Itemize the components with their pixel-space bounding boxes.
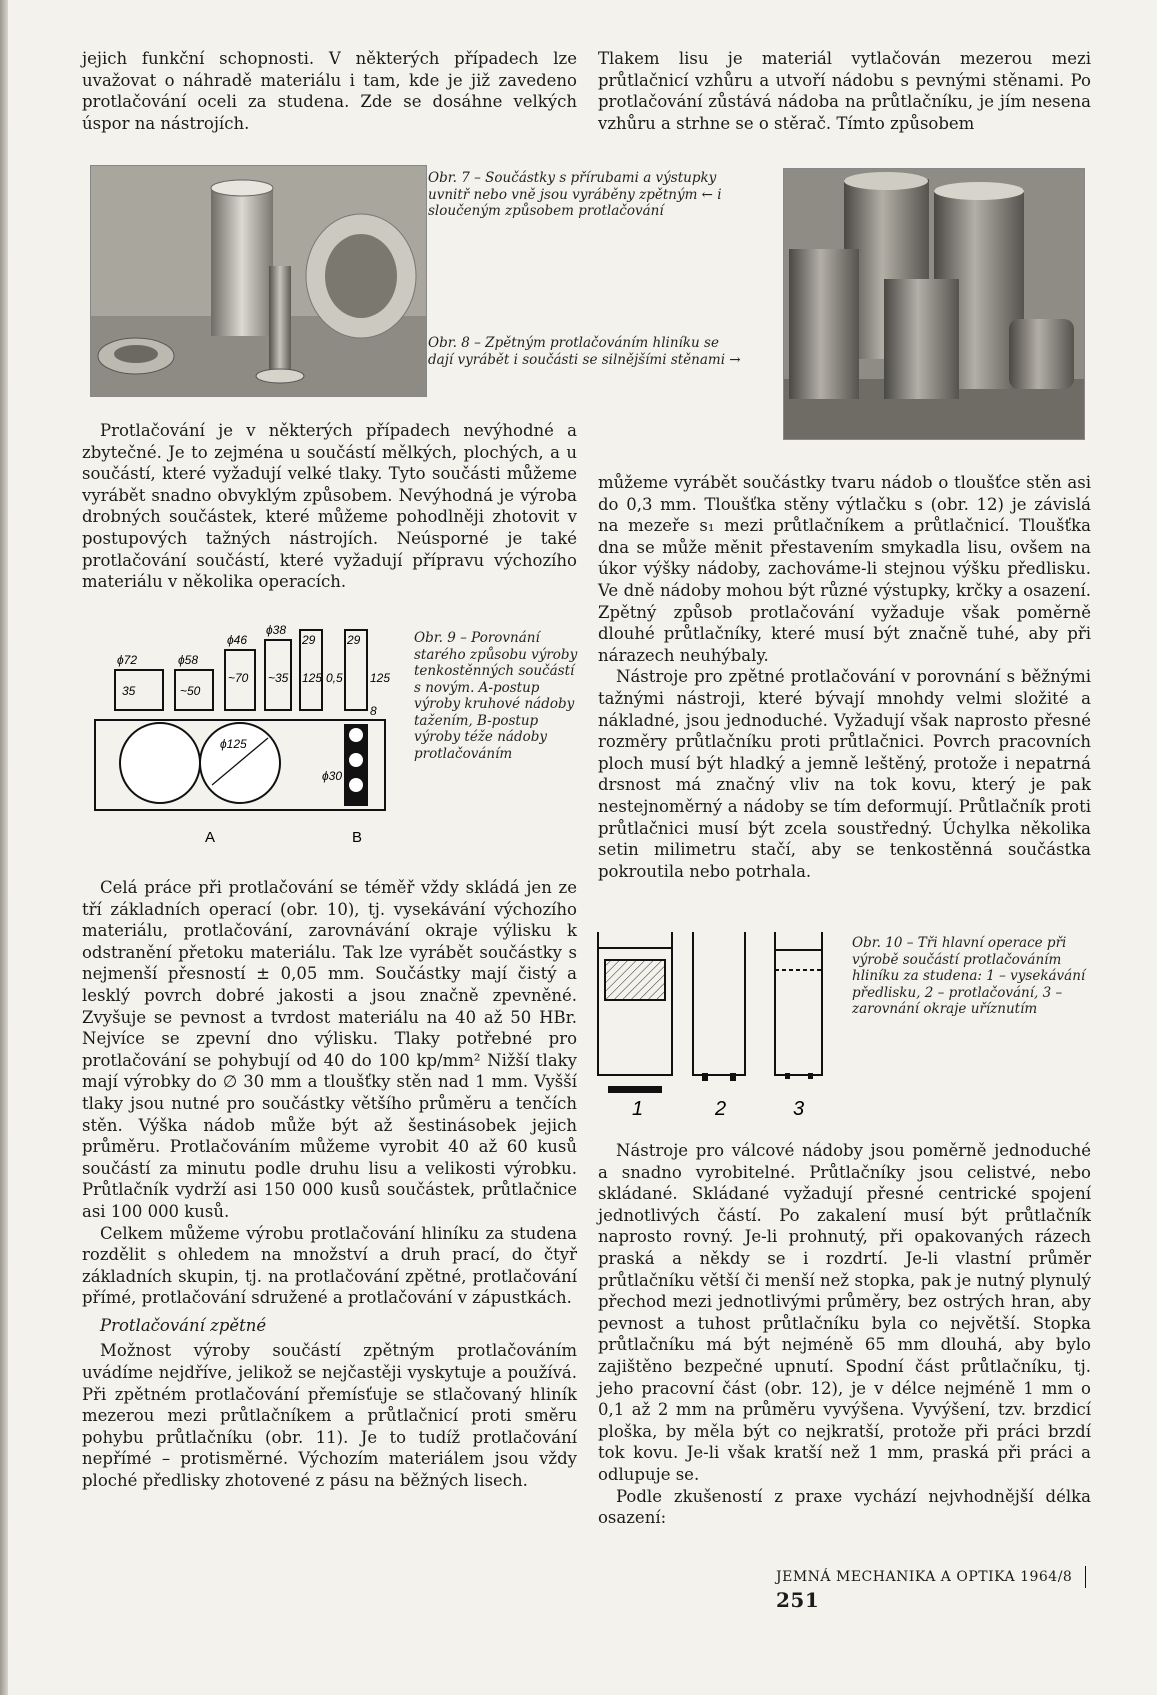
paragraph: Tlakem lisu je materiál vytlačován mezerou mezi průtlačnicí vzhůru a utvoří nádobu s pevnými stěnami. Po protlačování zůstává nádoba na průtlačníku, je jím nesena vzhůru a strhne se o stěrač. Tímto způsobem [598, 49, 1091, 133]
left-column-bottom [82, 877, 577, 1492]
photo-figure-8 [783, 168, 1085, 440]
paragraph: jejich funkční schopnosti. V některých případech lze uvažovat o náhradě materiálu i tam, kde je již zavedeno protlačování oceli za studena. Zde se dosáhne velkých úspor na nástrojích. [82, 49, 577, 133]
paragraph: Nástroje pro válcové nádoby jsou poměrně jednoduché a snadno vyrobitelné. Průtlačníky jsou celistvé, nebo skládané. Skládané vyžadují přesné centrické spojení jednotlivých částí. Po zakalení musí být průtlačník naprosto rovný. Je-li prohnutý, při opakovaných rázech praská a někdy se i rozdrtí. Je-li vlastní průměr průtlačníku větší či menší než stopka, pak je nutný plynulý přechod mezi jednotlivými průměry, bez ostrých hran, aby pevnost a tuhost průtlačníku byla co největší. Stopka průtlačníku má být nejméně 65 mm dlouhá, aby bylo zajištěno bezpečné upnutí. Spodní část průtlačníku, tj. jeho pracovní část (obr. 12), je v délce nejméně 1 mm o 0,1 až 2 mm na průměru vyvýšena. Vyvýšení, tzv. brzdicí ploška, by měla být co nejkratší, protože při práci brzdí tok kovu. Je-li však kratší než 1 mm, praská při práci a odlupuje se. [598, 1141, 1091, 1484]
fig9-label-v35b: ~35 [268, 671, 289, 685]
page-footer [776, 1566, 1096, 1612]
fig9-label-d30: ϕ30 [322, 769, 343, 783]
left-column-middle [82, 420, 577, 593]
section-heading: Protlačování zpětné [100, 1315, 267, 1335]
footer-divider [1085, 1566, 1086, 1588]
fig10-label-3: 3 [793, 1098, 805, 1120]
paragraph: Protlačování je v některých případech nevýhodné a zbytečné. Je to zejména u součástí mělkých, plochých, a u součástí, které vyžadují velké tlaky. Tyto součásti můžeme vyrábět snadno obvyklým způsobem. Nevýhodná je výroba drobných součástek, které můžeme pohodlněji zhotovit v postupových tažných nástrojích. Neúsporné je také protlačování součástí, které vyžadují přípravu výchozího materiálu v několika operacích. [82, 421, 577, 592]
paragraph: Nástroje pro zpětné protlačování v porovnání s běžnými tažnými nástroji, které bývají mnohdy velmi složité a nákladné, jsou jednoduché. Vyžadují však naprosto přesné rozměry průtlačníku proti průtlačnici. Povrch pracovních ploch musí být hladký a jemně leštěný, protože i nepatrná drsnost má značný vliv na tok kovu, který je pak nestejnoměrný a nádoby se tím deformují. Průtlačník proti průtlačnici musí být zcela soustředný. Úchylka několika setin milimetru stačí, aby se tenkostěnná součástka pokroutila nebo potrhala. [598, 667, 1091, 881]
caption-figure-8: Obr. 8 – Zpětným protlačováním hliníku se dají vyrábět i součásti se silnějšími stěnami → [428, 335, 741, 368]
fig9-label-d38: ϕ38 [266, 623, 287, 637]
fig9-label-v8: 8 [370, 704, 377, 718]
caption-figure-10: Obr. 10 – Tři hlavní operace při výrobě součástí protlačováním hliníku za studena: 1 – vysekávání předlisku, 2 – protlačování, 3 – zarovnání okraje uříznutím [852, 935, 1086, 1017]
fig9-label-v50: ~50 [180, 684, 201, 698]
fig9-label-d72: ϕ72 [117, 653, 138, 667]
fig9-label-v35a: 35 [122, 684, 136, 698]
fig9-label-a: A [205, 829, 216, 846]
paragraph: Možnost výroby součástí zpětným protlačováním uvádíme nejdříve, jelikož se nejčastěji vyskytuje a používá. Při zpětném protlačování přemísťuje se stlačovaný hliník mezerou mezi průtlačníkem a průtlačnicí proti směru pohybu průtlačníku (obr. 11). Je to tudíž protlačování nepřímé – protisměrné. Výchozím materiálem jsou vždy ploché předlisky zhotovené z pásu na běžných lisech. [82, 1341, 577, 1491]
paragraph: můžeme vyrábět součástky tvaru nádob o tloušťce stěn asi do 0,3 mm. Tloušťka stěny výtlačku s (obr. 12) je závislá na mezeře s₁ mezi průtlačníkem a průtlačnicí. Tloušťka dna se může měnit přestavením smykadla lisu, ovšem na úkor výšky nádoby, zachováme-li stejnou výšku předlisku. Ve dně nádoby mohou být různé výstupky, krčky a osazení. Zpětný způsob protlačování vyžaduje však poměrně dlouhé průtlačníky, které musí být značně tuhé, aby při nárazech neuhýbaly. [598, 473, 1091, 665]
figure-9-drawing [90, 620, 410, 855]
fig9-label-d46: ϕ46 [227, 633, 248, 647]
journal-name: JEMNÁ MECHANIKA A OPTIKA 1964/8 [776, 1569, 1073, 1585]
fig9-label-v125b: 125 [370, 671, 391, 685]
fig10-label-1: 1 [632, 1098, 644, 1120]
fig9-label-d29b: 29 [347, 633, 361, 647]
right-column-bottom [598, 1140, 1091, 1529]
fig9-label-v125a: 125 [302, 671, 323, 685]
fig9-label-v05: 0,5 [326, 671, 343, 685]
paragraph: Celkem můžeme výrobu protlačování hliníku za studena rozdělit s ohledem na množství a druh prací, do čtyř základních skupin, tj. na protlačování zpětné, protlačování přímé, protlačování sdružené a protlačování v zápustkách. [82, 1223, 577, 1308]
fig10-label-2: 2 [715, 1098, 727, 1120]
fig9-label-d29a: 29 [302, 633, 316, 647]
fig9-label-d125: ϕ125 [220, 737, 247, 751]
paragraph: Celá práce při protlačování se téměř vždy skládá jen ze tří základních operací (obr. 10), tj. vysekávání výchozího materiálu, protlačování, zarovnávání okraje výlisku k odstranění přetoku materiálu. Tak lze vyrábět součástky s nejmenší přesností ± 0,05 mm. Součástky mají čistý a lesklý povrch dobré jakosti a jsou značně zpevněné. Zvyšuje se pevnost a tvrdost materiálu na 40 až 50 HBr. Nejvíce se zpevní dno výlisku. Tlaky potřebné pro protlačování se pohybují od 40 do 100 kp/mm² Nižší tlaky mají výrobky do ∅ 30 mm a tloušťky stěn nad 1 mm. Vyšší tlaky jsou nutné pro součástky většího průměru a tenčích stěn. Výška nádob může být až šestinásobek jejich průměru. Protlačováním můžeme vyrobit 40 až 60 kusů součástí za minutu podle druhu lisu a velikosti výrobku. Průtlačník vydrží asi 150 000 kusů součástek, průtlačnice asi 100 000 kusů. [82, 878, 577, 1221]
paragraph: Podle zkušeností z praxe vychází nejvhodnější délka osazení: [598, 1486, 1091, 1528]
figure-10-drawing [590, 930, 830, 1120]
caption-figure-7: Obr. 7 – Součástky s přírubami a výstupky uvnitř nebo vně jsou vyráběny zpětným ← i sloučeným způsobem protlačování [428, 170, 722, 219]
photo-figure-7 [90, 165, 427, 397]
caption-figure-9: Obr. 9 – Porovnání starého způsobu výroby tenkostěnných součástí s novým. A-postup výroby kruhové nádoby tažením, B-postup výroby téže nádoby protlačováním [414, 630, 578, 762]
left-column-top [82, 48, 577, 134]
right-column-middle [598, 472, 1091, 882]
fig9-label-b: B [352, 829, 363, 846]
fig9-label-d58: ϕ58 [178, 653, 199, 667]
page-spine-shadow [0, 0, 8, 1695]
right-column-top [598, 48, 1091, 134]
fig9-label-v70: ~70 [228, 671, 249, 685]
page-number: 251 [776, 1588, 820, 1612]
